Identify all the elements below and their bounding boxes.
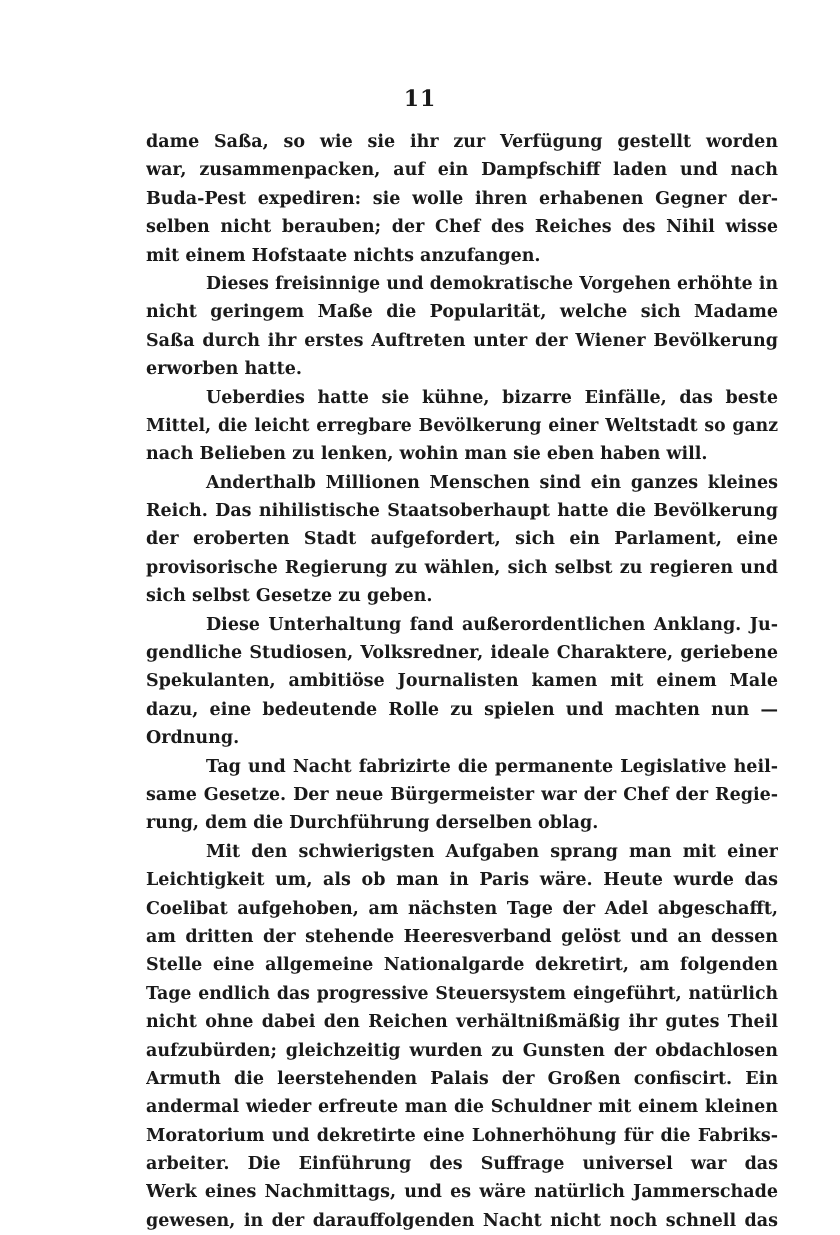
text-line: Ordnung. (146, 728, 240, 749)
text-line: same Gesetze. Der neue Bürgermeister war der Chef der Regie- (146, 784, 778, 805)
text-line: Coelibat aufgehoben, am nächsten Tage der Adel abgeschafft, (146, 898, 778, 919)
text-line: Leichtigkeit um, als ob man in Paris wäre. Heute wurde das (146, 870, 778, 891)
text-line: Ueberdies hatte sie kühne, bizarre Einfälle, das beste (206, 387, 778, 408)
text-line: selben nicht berauben; der Chef des Reiches des Nihil wisse (146, 217, 778, 238)
text-line: erworben hatte. (146, 359, 302, 380)
page-number: 11 (403, 86, 437, 112)
text-line: Dieses freisinnige und demokratische Vorgehen erhöhte in (206, 273, 778, 294)
text-line: dazu, eine bedeutende Rolle zu spielen und machten nun — (146, 699, 778, 720)
text-line: nach Belieben zu lenken, wohin man sie eben haben will. (146, 444, 708, 465)
text-line: aufzubürden; gleichzeitig wurden zu Gunsten der obdachlosen (146, 1040, 778, 1061)
body-text (146, 128, 778, 1235)
text-line: Reich. Das nihilistische Staatsoberhaupt hatte die Bevölkerung (146, 501, 778, 522)
text-line: war, zusammenpacken, auf ein Dampfschiff laden und nach (146, 160, 778, 181)
text-line: der eroberten Stadt aufgefordert, sich ein Parlament, eine (146, 529, 778, 550)
text-line: Saßa durch ihr erstes Auftreten unter der Wiener Bevölkerung (146, 330, 778, 351)
text-line: Moratorium und dekretirte eine Lohnerhöhung für die Fabriks- (146, 1125, 778, 1146)
text-line: Diese Unterhaltung fand außerordentlichen Anklang. Ju- (206, 614, 778, 635)
text-line: Mit den schwierigsten Aufgaben sprang man mit einer (206, 841, 778, 862)
text-line: rung, dem die Durchführung derselben oblag. (146, 813, 599, 834)
text-line: provisorische Regierung zu wählen, sich selbst zu regieren und (146, 557, 778, 578)
text-line: Tage endlich das progressive Steuersystem eingeführt, natürlich (146, 983, 778, 1004)
text-line: Tag und Nacht fabrizirte die permanente Legislative heil- (206, 756, 778, 777)
text-line: gendliche Studiosen, Volksredner, ideale Charaktere, geriebene (146, 643, 778, 664)
text-line: dame Saßa, so wie sie ihr zur Verfügung gestellt worden (146, 132, 778, 152)
text-line: mit einem Hofstaate nichts anzufangen. (146, 245, 541, 266)
text-line: Anderthalb Millionen Menschen sind ein ganzes kleines (206, 472, 778, 493)
text-line: sich selbst Gesetze zu geben. (146, 586, 433, 607)
text-line: Armuth die leerstehenden Palais der Großen confiscirt. Ein (146, 1068, 778, 1089)
text-line: Stelle eine allgemeine Nationalgarde dekretirt, am folgenden (146, 955, 778, 976)
text-line: nicht ohne dabei den Reichen verhältnißmäßig ihr gutes Theil (146, 1012, 778, 1033)
text-line: Mittel, die leicht erregbare Bevölkerung einer Weltstadt so ganz (146, 415, 778, 436)
text-line: gewesen, in der darauffolgenden Nacht nicht noch schnell das (146, 1210, 778, 1231)
text-line: Buda-Pest expediren: sie wolle ihren erhabenen Gegner der- (146, 188, 778, 209)
text-line: andermal wieder erfreute man die Schuldner mit einem kleinen (146, 1097, 778, 1118)
text-line: am dritten der stehende Heeresverband gelöst und an dessen (146, 926, 778, 947)
text-line: Werk eines Nachmittags, und es wäre natürlich Jammerschade (146, 1182, 778, 1203)
text-line: nicht geringem Maße die Popularität, welche sich Madame (146, 302, 778, 323)
text-line: Spekulanten, ambitiöse Journalisten kamen mit einem Male (146, 671, 778, 692)
text-line: arbeiter. Die Einführung des Suffrage universel war das (146, 1154, 778, 1175)
